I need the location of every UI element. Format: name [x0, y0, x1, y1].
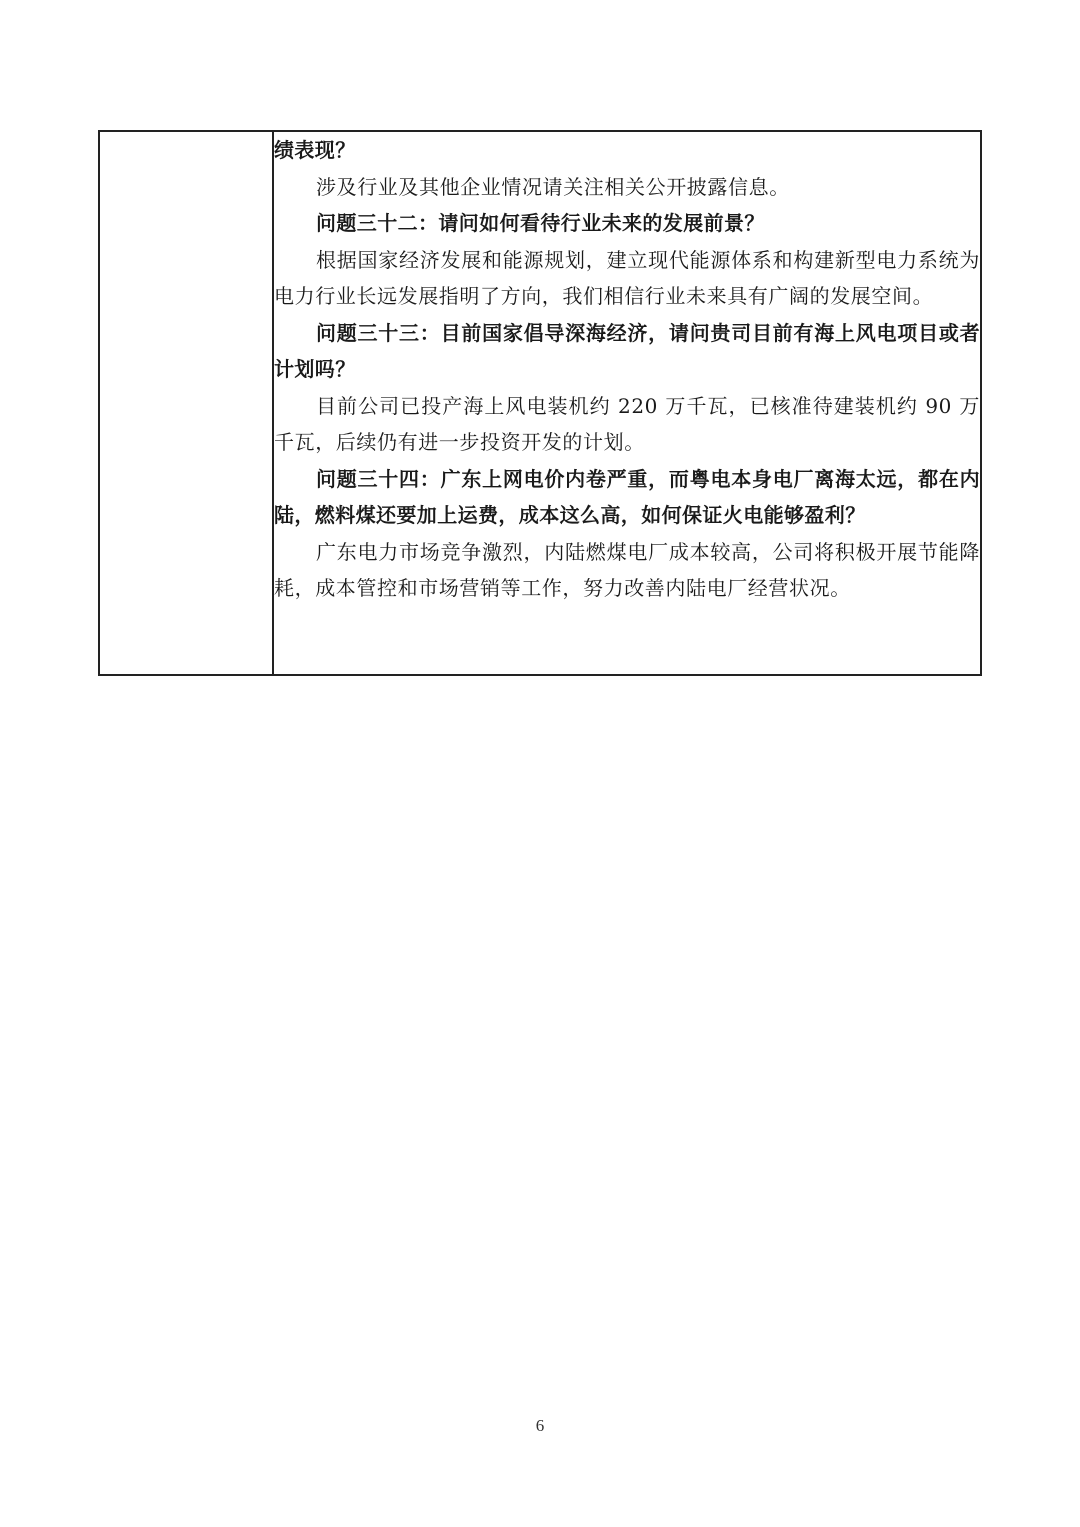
answer-text: 广东电力市场竞争激烈，内陆燃煤电厂成本较高，公司将积极开展节能降耗，成本管控和市场营销等工作，努力改善内陆电厂经营状况。 — [274, 539, 980, 600]
table-content-cell — [273, 131, 981, 675]
table-label-cell — [99, 131, 273, 675]
answer-text: 根据国家经济发展和能源规划，建立现代能源体系和构建新型电力系统为电力行业长远发展指明了方向，我们相信行业未来具有广阔的发展空间。 — [274, 247, 980, 308]
page-number: 6 — [535, 1416, 545, 1435]
question-text: 绩表现？ — [274, 138, 356, 162]
question-text: 问题三十二：请问如何看待行业未来的发展前景？ — [316, 211, 765, 235]
table-row — [99, 131, 981, 675]
question-text: 问题三十四：广东上网电价内卷严重，而粤电本身电厂离海太远，都在内陆，燃料煤还要加上运费，成本这么高，如何保证火电能够盈利？ — [274, 466, 980, 527]
answer-text: 目前公司已投产海上风电装机约 220 万千瓦，已核准待建装机约 90 万千瓦，后续仍有进一步投资开发的计划。 — [274, 393, 980, 454]
answer-text: 涉及行业及其他企业情况请关注相关公开披露信息。 — [316, 174, 790, 199]
question-text: 问题三十三：目前国家倡导深海经济，请问贵司目前有海上风电项目或者计划吗？ — [274, 320, 980, 381]
qa-table — [98, 130, 982, 676]
